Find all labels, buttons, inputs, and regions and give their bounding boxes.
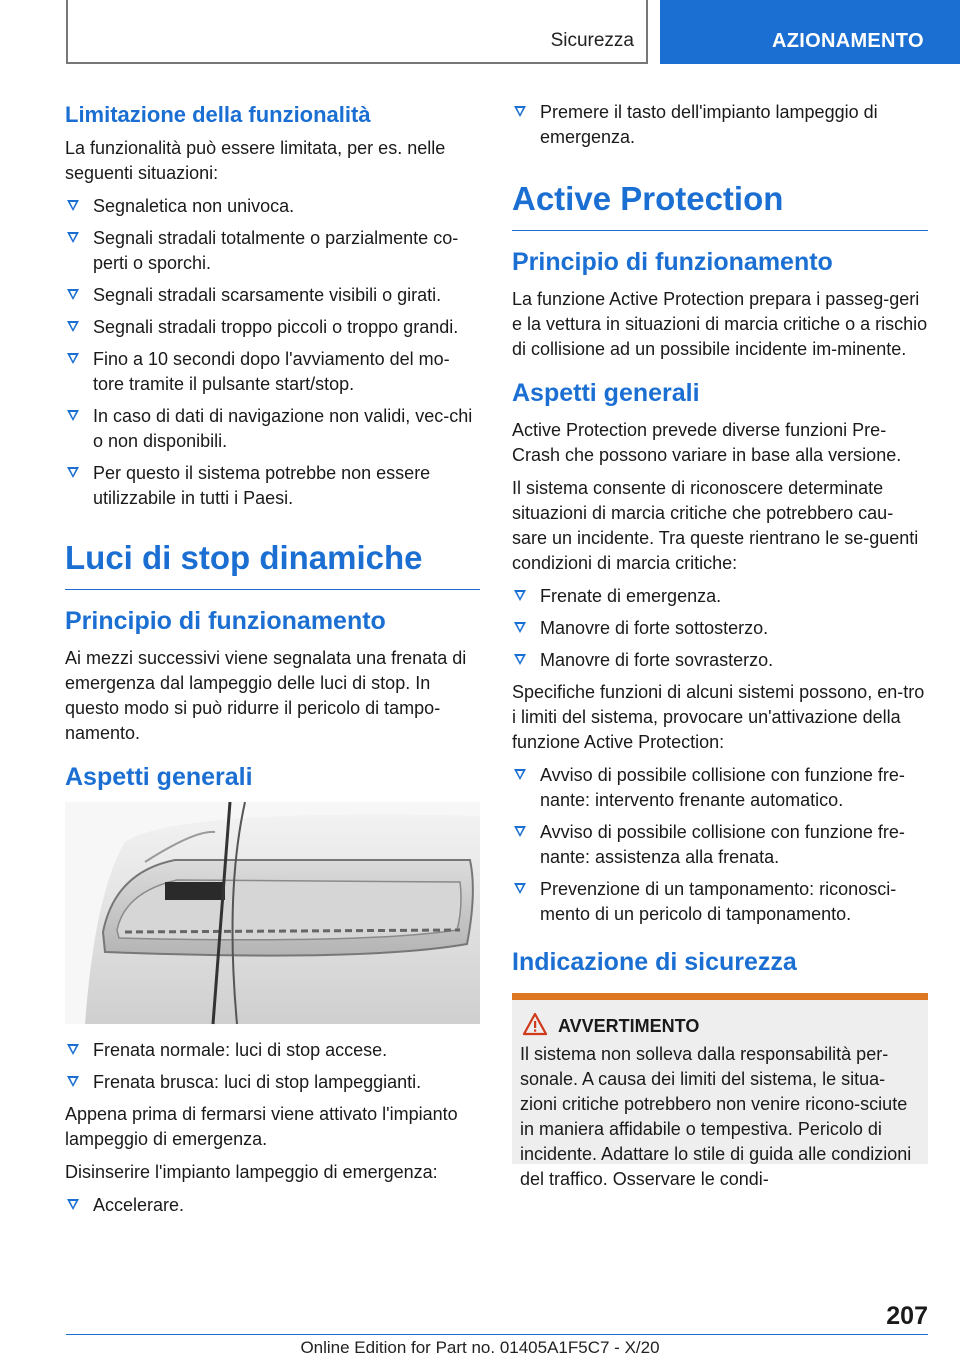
safety-heading: Indicazione di sicurezza bbox=[512, 948, 797, 976]
header-chapter-tab: AZIONAMENTO bbox=[660, 0, 960, 64]
list-item: Fino a 10 secondi dopo l'avviamento del mo-tore tramite il pulsante start/stop. bbox=[65, 347, 480, 397]
stop-principle-text: Ai mezzi successivi viene segnalata una frenata di emergenza dal lampeggio delle luci di stop. In questo modo si può ridurre il pericolo di tampo-namento. bbox=[65, 648, 467, 743]
bullet-triangle-icon bbox=[67, 289, 79, 300]
list-item: Prevenzione di un tamponamento: riconosci-mento di un pericolo di tamponamento. bbox=[512, 877, 928, 927]
bullet-triangle-icon bbox=[514, 883, 526, 894]
warning-triangle-icon bbox=[522, 1012, 548, 1042]
list-item: Frenata normale: luci di stop accese. bbox=[65, 1038, 480, 1063]
bullet-triangle-icon bbox=[67, 1044, 79, 1055]
stop-text-2: Disinserire l'impianto lampeggio di emergenza: bbox=[65, 1162, 438, 1182]
list-item: Segnali stradali scarsamente visibili o girati. bbox=[65, 283, 480, 308]
warning-title: AVVERTIMENTO bbox=[558, 1014, 920, 1038]
list-item: In caso di dati di navigazione non validi, vec-chi o non disponibili. bbox=[65, 404, 480, 454]
tail-light-illustration bbox=[65, 802, 480, 1024]
warning-box bbox=[512, 993, 928, 1189]
stop-general-heading: Aspetti generali bbox=[65, 763, 253, 791]
bullet-triangle-icon bbox=[67, 232, 79, 243]
list-item: Avviso di possibile collisione con funzione fre-nante: assistenza alla frenata. bbox=[512, 820, 928, 870]
bullet-triangle-icon bbox=[67, 353, 79, 364]
ap-general-text-2: Il sistema consente di riconoscere determinate situazioni di marcia critiche che potrebbero cau-sare un incidente. Tra queste rientrano le se-guenti condizioni di marcia critiche: bbox=[512, 478, 919, 573]
ap-general-text-1: Active Protection prevede diverse funzioni Pre-Crash che possono variare in base alla versione. bbox=[512, 420, 902, 465]
bullet-triangle-icon bbox=[514, 769, 526, 780]
list-item: Premere il tasto dell'impianto lampeggio di emergenza. bbox=[512, 100, 928, 150]
list-item: Per questo il sistema potrebbe non essere utilizzabile in tutti i Paesi. bbox=[65, 461, 480, 511]
bullet-triangle-icon bbox=[67, 200, 79, 211]
list-item: Manovre di forte sottosterzo. bbox=[512, 616, 928, 641]
list-item: Frenate di emergenza. bbox=[512, 584, 928, 609]
stop-list-2 bbox=[65, 1193, 480, 1218]
left-column bbox=[65, 100, 480, 1225]
bullet-triangle-icon bbox=[67, 410, 79, 421]
ap-principle-heading: Principio di funzionamento bbox=[512, 248, 833, 276]
right-column bbox=[512, 100, 928, 1189]
ap-list-1 bbox=[512, 584, 928, 673]
stop-list bbox=[65, 1038, 480, 1095]
list-item: Avviso di possibile collisione con funzione fre-nante: intervento frenante automatico. bbox=[512, 763, 928, 813]
bullet-triangle-icon bbox=[514, 590, 526, 601]
stop-text-1: Appena prima di fermarsi viene attivato l'impianto lampeggio di emergenza. bbox=[65, 1104, 458, 1149]
stop-lights-title: Luci di stop dinamiche bbox=[65, 537, 480, 590]
list-item: Segnali stradali troppo piccoli o troppo grandi. bbox=[65, 315, 480, 340]
ap-principle-text: La funzione Active Protection prepara i passeg-geri e la vettura in situazioni di marcia critiche o a rischio di collisione ad un possibile incidente im-minente. bbox=[512, 289, 928, 359]
limit-heading: Limitazione della funzionalità bbox=[65, 102, 371, 127]
footer-edition: Online Edition for Part no. 01405A1F5C7 - X/20 bbox=[300, 1338, 660, 1357]
warning-text: Il sistema non solleva dalla responsabilità per-sonale. A causa dei limiti del sistema, le situa-zioni critiche potrebbero non venire ricono-sciute in maniera affidabile o tempestiva. Pericolo di incidente. Adattare lo stile di guida alle condizioni del traffico. Osservare le condi- bbox=[520, 1044, 912, 1189]
bullet-triangle-icon bbox=[67, 321, 79, 332]
bullet-triangle-icon bbox=[514, 654, 526, 665]
limit-list bbox=[65, 194, 480, 511]
footer-divider bbox=[66, 1334, 928, 1335]
header-section-box bbox=[66, 0, 648, 64]
stop-principle-heading: Principio di funzionamento bbox=[65, 607, 386, 635]
list-item: Segnaletica non univoca. bbox=[65, 194, 480, 219]
limit-intro: La funzionalità può essere limitata, per es. nelle seguenti situazioni: bbox=[65, 138, 446, 183]
list-item: Manovre di forte sovrasterzo. bbox=[512, 648, 928, 673]
header-section: Sicurezza bbox=[550, 30, 634, 51]
list-item: Accelerare. bbox=[65, 1193, 480, 1218]
list-item: Segnali stradali totalmente o parzialmente co-perti o sporchi. bbox=[65, 226, 480, 276]
active-protection-title: Active Protection bbox=[512, 178, 928, 231]
ap-general-heading: Aspetti generali bbox=[512, 379, 700, 407]
continued-list bbox=[512, 100, 928, 150]
ap-list-2 bbox=[512, 763, 928, 927]
page-number: 207 bbox=[886, 1302, 928, 1330]
bullet-triangle-icon bbox=[514, 826, 526, 837]
bullet-triangle-icon bbox=[67, 467, 79, 478]
bullet-triangle-icon bbox=[67, 1076, 79, 1087]
ap-text-3: Specifiche funzioni di alcuni sistemi possono, en-tro i limiti del sistema, provocare un'attivazione della funzione Active Protection: bbox=[512, 682, 925, 752]
bullet-triangle-icon bbox=[514, 622, 526, 633]
bullet-triangle-icon bbox=[514, 106, 526, 117]
bullet-triangle-icon bbox=[67, 1199, 79, 1210]
list-item: Frenata brusca: luci di stop lampeggianti. bbox=[65, 1070, 480, 1095]
